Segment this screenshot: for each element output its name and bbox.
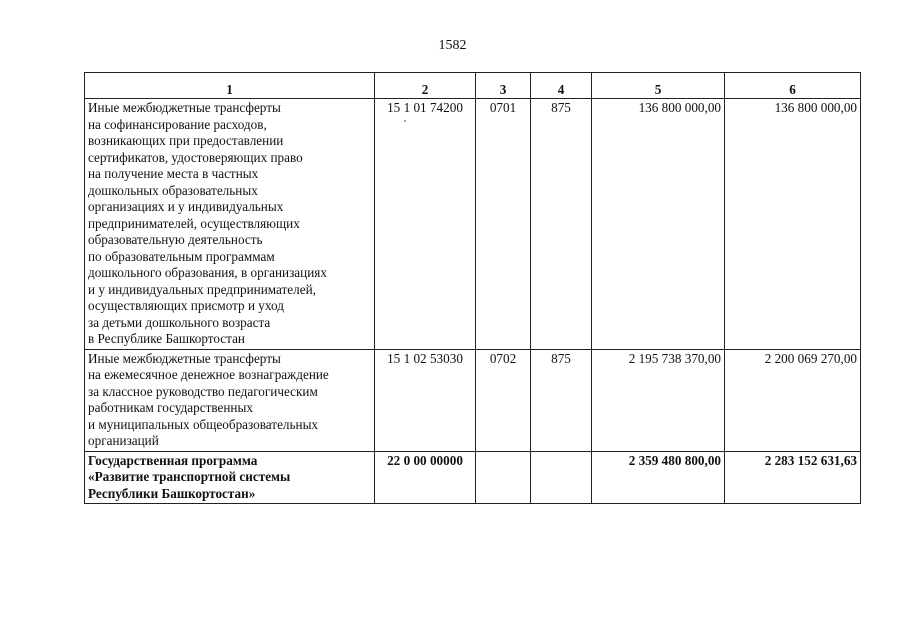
- row-type: [531, 451, 592, 504]
- row-amount-2: 2 283 152 631,63: [725, 451, 861, 504]
- header-col-5: 5: [592, 73, 725, 99]
- row-section: 0701: [476, 99, 531, 350]
- row-type: 875: [531, 349, 592, 451]
- table-row: [85, 349, 861, 451]
- row-amount-1: 136 800 000,00: [592, 99, 725, 350]
- row-code: 15 1 01 74200: [375, 99, 476, 350]
- row-amount-1: 2 195 738 370,00: [592, 349, 725, 451]
- page-number: 1582: [438, 38, 467, 53]
- header-col-6: 6: [725, 73, 861, 99]
- row-name: Иные межбюджетные трансферты на ежемесячное денежное вознаграждение за классное руководство педагогическим работникам государственных и муниципальных общеобразовательных организаций: [85, 349, 375, 451]
- header-col-4: 4: [531, 73, 592, 99]
- row-name: Иные межбюджетные трансферты на софинансирование расходов, возникающих при предоставлении сертификатов, удостоверяющих право на получение места в частных дошкольных образовательных организациях и у индивидуальных предпринимателей, осуществляющих образовательную деятельность по образовательным программам дошкольного образования, в организациях и у индивидуальных предпринимателей, осуществляющих присмотр и уход за детьми дошкольного возраста в Республике Башкортостан: [85, 99, 375, 350]
- row-type: 875: [531, 99, 592, 350]
- row-section: [476, 451, 531, 504]
- row-section: 0702: [476, 349, 531, 451]
- header-col-1: 1: [85, 73, 375, 99]
- row-amount-2: 2 200 069 270,00: [725, 349, 861, 451]
- header-row: [85, 73, 861, 99]
- header-col-3: 3: [476, 73, 531, 99]
- table-row: [85, 451, 861, 504]
- row-code: 15 1 02 53030: [375, 349, 476, 451]
- budget-table: [84, 72, 861, 504]
- row-code: 22 0 00 00000: [375, 451, 476, 504]
- row-amount-2: 136 800 000,00: [725, 99, 861, 350]
- table-row: [85, 99, 861, 350]
- header-col-2: 2: [375, 73, 476, 99]
- row-amount-1: 2 359 480 800,00: [592, 451, 725, 504]
- row-name: Государственная программа «Развитие транспортной системы Республики Башкортостан»: [85, 451, 375, 504]
